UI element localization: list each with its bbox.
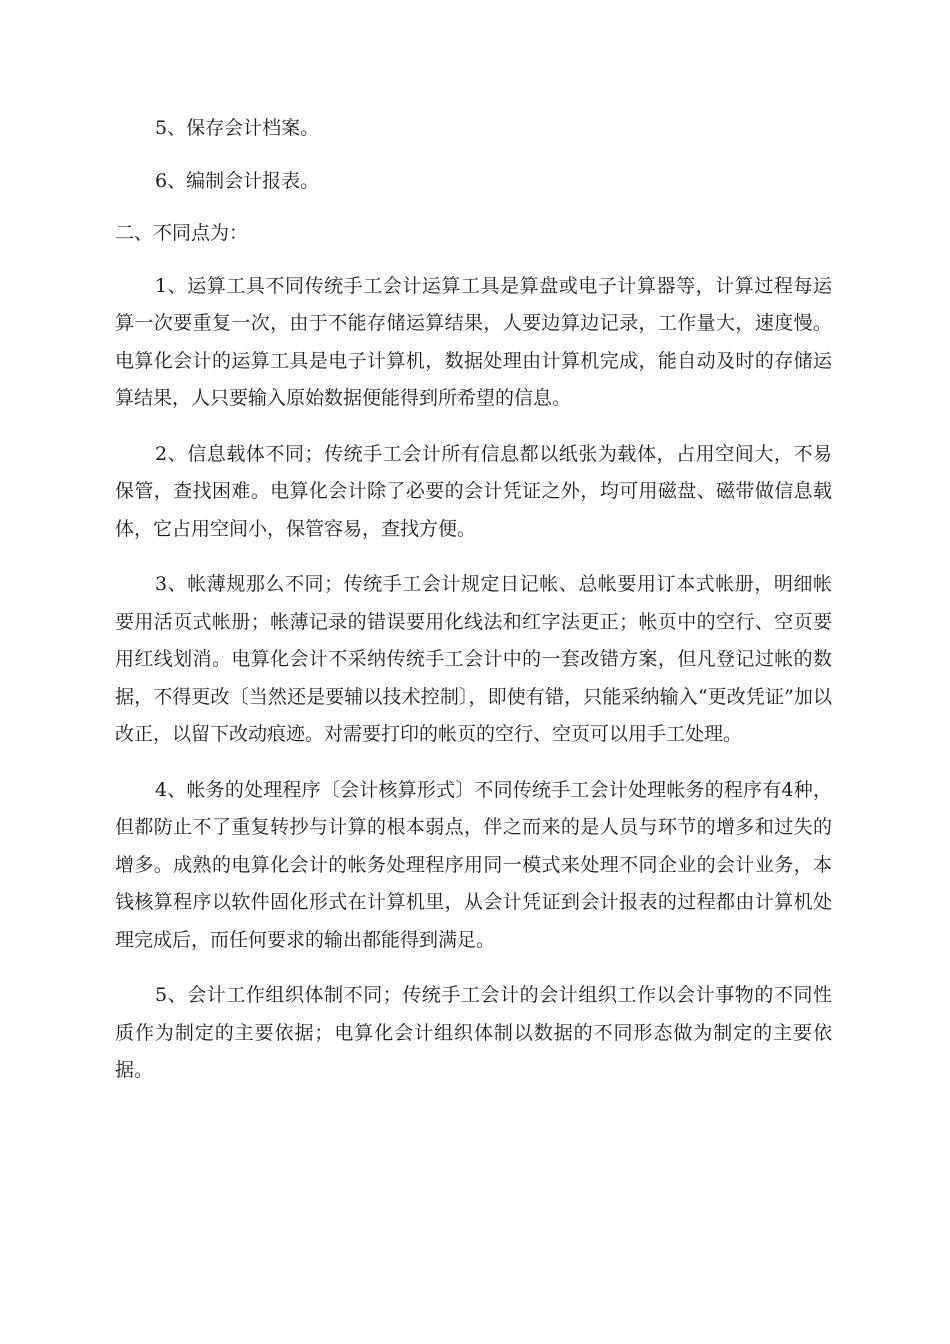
paragraph-ledger-rules: 3、帐薄规那么不同；传统手工会计规定日记帐、总帐要用订本式帐册，明细帐要用活页式帐册；帐薄记录的错误要用化线法和红字法更正；帐页中的空行、空页要用红线划消。电算化会计不采纳传统手工会计中的一套改错方案，但凡登记过帐的数据，不得更改〔当然还是要辅以技术控制〕，即使有错，只能采纳输入“更改凭证”加以改正，以留下改动痕迹。对需要打印的帐页的空行、空页可以用手工处理。 [115,573,832,745]
paragraph-processing-procedure: 4、帐务的处理程序〔会计核算形式〕不同传统手工会计处理帐务的程序有4种，但都防止不了重复转抄与计算的根本弱点，伴之而来的是人员与环节的增多和过失的增多。成熟的电算化会计的帐务处理程序用同一模式来处理不同企业的会计业务，本钱核算程序以软件固化形式在计算机里，从会计凭证到会计报表的过程都由计算机处理完成后，而任何要求的输出都能得到满足。 [115,778,832,951]
paragraph-organization-system: 5、会计工作组织体制不同；传统手工会计的会计组织工作以会计事物的不同性质作为制定的主要依据；电算化会计组织体制以数据的不同形态做为制定的主要依据。 [115,984,832,1081]
section-heading-differences: 二、不同点为： [115,222,249,244]
paragraph-computing-tools: 1、运算工具不同传统手工会计运算工具是算盘或电子计算器等，计算过程每运算一次要重复一次，由于不能存储运算结果，人要边算边记录，工作量大，速度慢。电算化会计的运算工具是电子计算机，数据处理由计算机完成，能自动及时的存储运算结果，人只要输入原始数据便能得到所希望的信息。 [115,274,832,409]
paragraph-information-carrier: 2、信息载体不同；传统手工会计所有信息都以纸张为载体，占用空间大，不易保管，查找困难。电算化会计除了必要的会计凭证之外，均可用磁盘、磁带做信息载体，它占用空间小，保管容易，查找方便。 [115,442,832,540]
document-body [115,110,832,1108]
list-item-save-archives: 5、保存会计档案。 [155,117,320,139]
list-item-compile-reports: 6、编制会计报表。 [155,169,320,192]
